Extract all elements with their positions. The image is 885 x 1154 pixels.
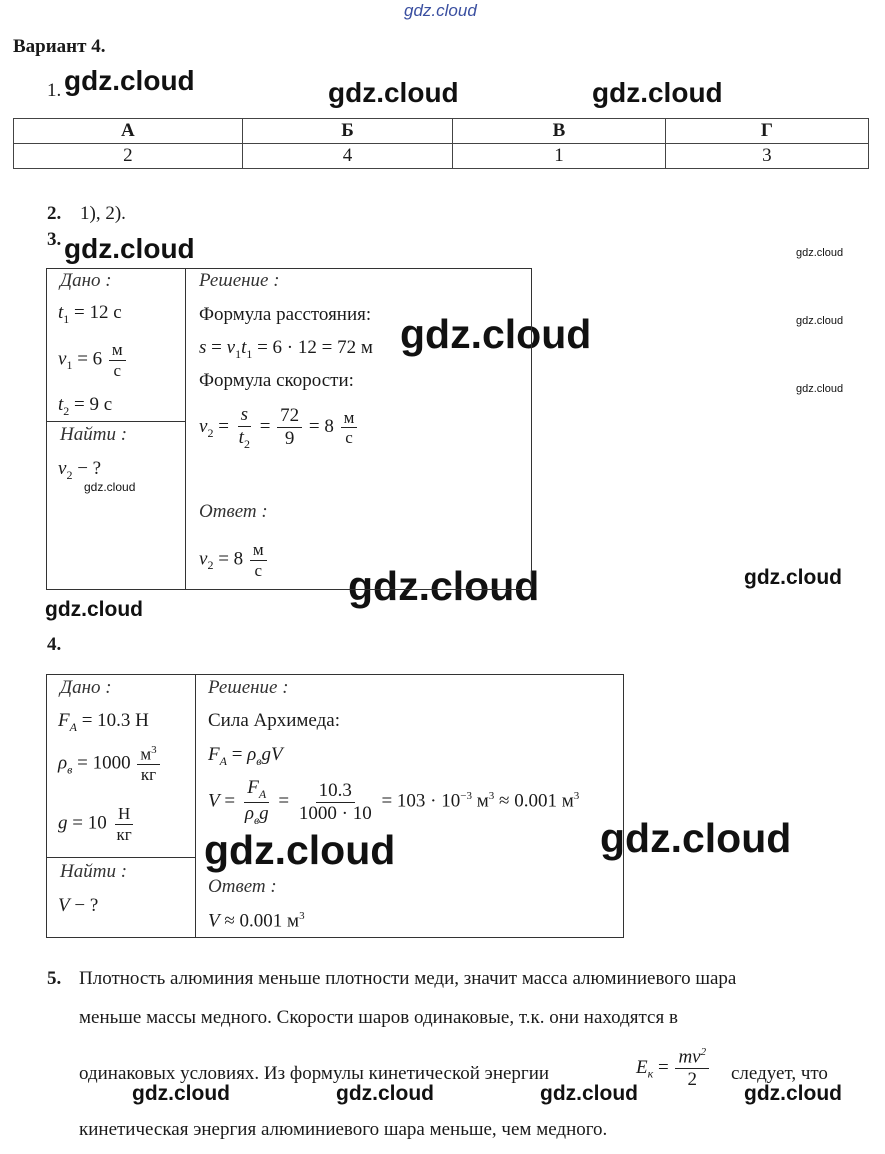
task4-number: 4. [47,634,62,655]
archimedes-formula: $F_A = \rho_вgV$ [208,744,283,768]
task1-number: 1. [47,80,62,101]
watermark: gdz.cloud [796,383,844,395]
answer-V: V ≈ 0.001 $м^3$ [208,910,305,932]
task5-line: кинетическая энергия алюминиевого шара меньше, чем медного. [79,1119,608,1140]
answer-v2: $v_2 = 8$ $\frac{м}{с}$ [199,540,269,580]
find-V: V − ? [58,895,99,916]
given-FA: $F_A = 10.3$ Н [58,710,149,734]
watermark: gdz.cloud [796,247,844,259]
given-g: g = 10 $\frac{Н}{кг}$ [58,804,132,844]
watermark: gdz.cloud [540,1082,638,1105]
watermark: gdz.cloud [64,65,195,96]
find-label: Найти : [60,861,128,882]
watermark: gdz.cloud [744,566,842,589]
kinetic-energy-formula: $E_к$ = $\frac{mv^2}{2}$ [636,1046,711,1091]
given-t1: $t_1 = 12$ с [58,302,122,326]
task5-line: Плотность алюминия меньше плотности меди, значит масса алюминиевого шара [79,968,737,989]
answer-table [13,118,869,169]
given-label: Дано : [60,677,112,698]
task5-line-end: следует, что [731,1063,828,1084]
watermark: gdz.cloud [336,1082,434,1105]
task5-number: 5. [47,968,62,989]
table-row [14,144,869,169]
task5-line: меньше массы медного. Скорости шаров одинаковые, т.к. они находятся в [79,1007,678,1028]
watermark: gdz.cloud [132,1082,230,1105]
task2-answer: 1), 2). [80,203,126,224]
given-label: Дано : [60,270,112,291]
watermark-top: gdz.cloud [404,1,477,20]
watermark: gdz.cloud [328,77,459,108]
task5-line: одинаковых условиях. Из формулы кинетической энергии [79,1063,550,1084]
table-header: Б [242,119,453,144]
solution-label: Решение : [199,270,280,291]
table-cell: 3 [665,144,868,169]
given-rho: $\rho_в = 1000$ $\frac{м^3}{кг}$ [58,744,162,785]
volume-formula: V = $\frac{F_A}{\rho_вg}$ = $\frac{10.3}{1000 \cdot 10}$ = $103 \cdot 10^{-3}$ $м^3 \approx 0.001$ $м^3$ [208,777,580,827]
table-header: Г [665,119,868,144]
task3-number: 3. [47,229,62,250]
table-header: В [453,119,665,144]
watermark: gdz.cloud [796,315,844,327]
watermark: gdz.cloud [400,311,592,357]
archimedes-label: Сила Архимеда: [208,710,340,731]
watermark: gdz.cloud [84,480,136,494]
watermark: gdz.cloud [744,1082,842,1105]
watermark: gdz.cloud [45,598,143,621]
table-header: А [14,119,243,144]
watermark: gdz.cloud [592,77,723,108]
answer-label: Ответ : [208,876,277,897]
find-v2: $v_2$ − ? [58,458,102,482]
given-v1: $v_1 = 6$ $\frac{м}{с}$ [58,340,128,380]
table-cell: 1 [453,144,665,169]
task2-number: 2. [47,203,62,224]
speed-label: Формула скорости: [199,370,354,391]
answer-label: Ответ : [199,501,268,522]
given-t2: $t_2 = 9$ с [58,394,113,418]
watermark: gdz.cloud [64,233,195,264]
table-row [14,119,869,144]
table-cell: 4 [242,144,453,169]
watermark: gdz.cloud [348,563,540,609]
speed-formula: $v_2$ = $\frac{s}{t_2}$ = $\frac{72}{9}$ = 8 $\frac{м}{с}$ [199,404,359,451]
find-label: Найти : [60,424,128,445]
watermark: gdz.cloud [204,827,396,873]
distance-formula: $s = v_1t_1 = 6 \cdot 12 = 72$ м [199,337,373,361]
distance-label: Формула расстояния: [199,304,372,325]
table-cell: 2 [14,144,243,169]
watermark: gdz.cloud [600,815,792,861]
variant-title: Вариант 4. [13,36,106,57]
solution-label: Решение : [208,677,289,698]
